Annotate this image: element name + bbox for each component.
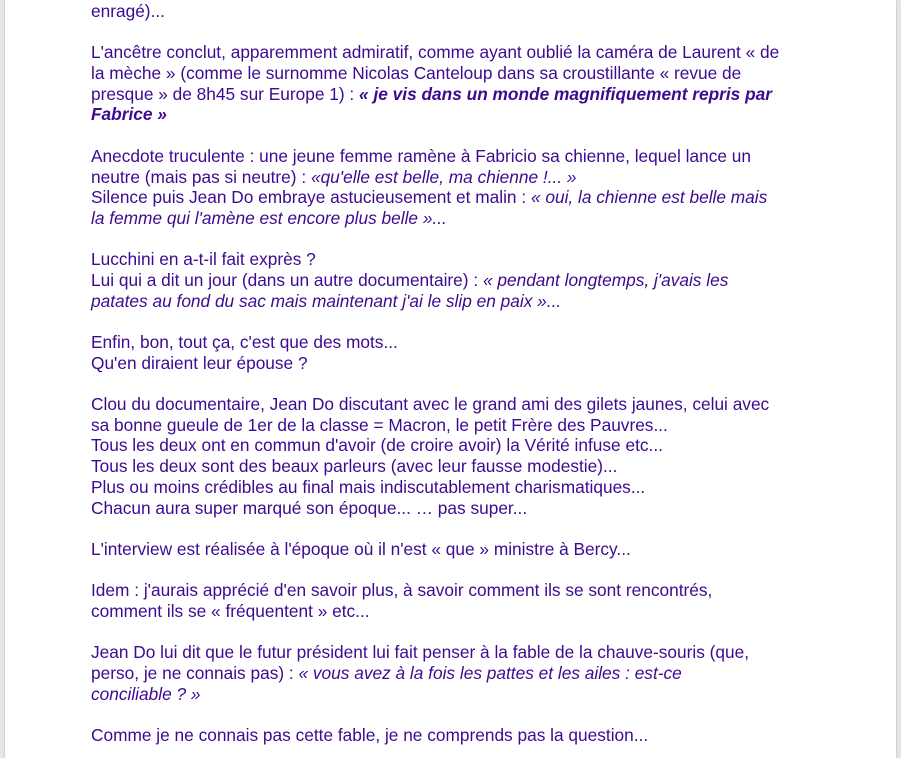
- document-text: [91, 1, 821, 746]
- body-text: Jean Do lui dit que le futur président lui fait penser à la fable de la chauve-souris (que,: [91, 642, 750, 663]
- text-line: [91, 63, 821, 84]
- body-text: neutre (mais pas si neutre) :: [91, 166, 311, 187]
- text-line: [91, 580, 821, 601]
- body-text: presque » de 8h45 sur Europe 1) :: [91, 83, 360, 104]
- text-line: [91, 146, 821, 167]
- body-text: Chacun aura super marqué son époque... … pas super...: [91, 497, 528, 518]
- quote-text: conciliable ? »: [91, 683, 201, 704]
- body-text: enragé)...: [91, 1, 165, 21]
- text-line: [91, 394, 821, 415]
- text-line: [91, 435, 821, 456]
- quote-text: la femme qui l'amène est encore plus belle »...: [91, 207, 447, 228]
- blank-line: [91, 311, 821, 332]
- text-line: [91, 415, 821, 436]
- text-line: [91, 601, 821, 622]
- body-text: Tous les deux sont des beaux parleurs (avec leur fausse modestie)...: [91, 456, 618, 477]
- body-text: Lucchini en a-t-il fait exprès ?: [91, 249, 316, 270]
- blank-line: [91, 125, 821, 146]
- body-text: comment ils se « fréquentent » etc...: [91, 600, 370, 621]
- blank-line: [91, 229, 821, 250]
- body-text: Clou du documentaire, Jean Do discutant avec le grand ami des gilets jaunes, celui avec: [91, 394, 770, 415]
- text-line: [91, 167, 821, 188]
- body-text: Anecdote truculente : une jeune femme ramène à Fabricio sa chienne, lequel lance un: [91, 145, 751, 166]
- text-line: [91, 1, 821, 22]
- text-line: [91, 104, 821, 125]
- body-text: Idem : j'aurais apprécié d'en savoir plus, à savoir comment ils se sont rencontrés,: [91, 580, 713, 601]
- body-text: Silence puis Jean Do embraye astucieusement et malin :: [91, 187, 531, 208]
- body-text: sa bonne gueule de 1er de la classe = Macron, le petit Frère des Pauvres...: [91, 414, 668, 435]
- text-line: [91, 249, 821, 270]
- text-line: [91, 456, 821, 477]
- body-text: Enfin, bon, tout ça, c'est que des mots...: [91, 332, 398, 352]
- body-text: Comme je ne connais pas cette fable, je ne comprends pas la question...: [91, 725, 649, 746]
- text-line: [91, 187, 821, 208]
- text-line: [91, 642, 821, 663]
- text-line: [91, 42, 821, 63]
- body-text: la mèche » (comme le surnomme Nicolas Canteloup dans sa croustillante « revue de: [91, 63, 742, 84]
- body-text: L'ancêtre conclut, apparemment admiratif, comme ayant oublié la caméra de Laurent « de: [91, 42, 780, 63]
- body-text: Qu'en diraient leur épouse ?: [91, 352, 308, 373]
- text-line: [91, 663, 821, 684]
- quote-text: «qu'elle est belle, ma chienne !... »: [310, 166, 577, 187]
- document-page: [5, 0, 896, 758]
- text-line: [91, 477, 821, 498]
- quote-text: « je vis dans un monde magnifiquement repris par: [359, 83, 772, 104]
- text-line: [91, 539, 821, 560]
- text-line: [91, 208, 821, 229]
- blank-line: [91, 22, 821, 43]
- blank-line: [91, 560, 821, 581]
- body-text: Plus ou moins crédibles au final mais indiscutablement charismatiques...: [91, 476, 646, 497]
- quote-text: « oui, la chienne est belle mais: [530, 187, 768, 208]
- text-line: [91, 684, 821, 705]
- body-text: Tous les deux ont en commun d'avoir (de croire avoir) la Vérité infuse etc...: [91, 435, 663, 456]
- text-line: [91, 353, 821, 374]
- text-line: [91, 498, 821, 519]
- blank-line: [91, 622, 821, 643]
- blank-line: [91, 373, 821, 394]
- text-line: [91, 291, 821, 312]
- quote-text: patates au fond du sac mais maintenant j'ai le slip en paix »...: [91, 290, 562, 311]
- quote-text: Fabrice »: [91, 104, 167, 125]
- text-line: [91, 270, 821, 291]
- body-text: L'interview est réalisée à l'époque où il n'est « que » ministre à Bercy...: [91, 538, 631, 559]
- text-line: [91, 725, 821, 746]
- body-text: perso, je ne connais pas) :: [91, 663, 299, 683]
- text-line: [91, 84, 821, 105]
- text-line: [91, 332, 821, 353]
- blank-line: [91, 518, 821, 539]
- blank-line: [91, 704, 821, 725]
- quote-text: « vous avez à la fois les pattes et les ailes : est-ce: [298, 663, 682, 683]
- body-text: Lui qui a dit un jour (dans un autre documentaire) :: [91, 269, 483, 290]
- quote-text: « pendant longtemps, j'avais les: [482, 269, 729, 290]
